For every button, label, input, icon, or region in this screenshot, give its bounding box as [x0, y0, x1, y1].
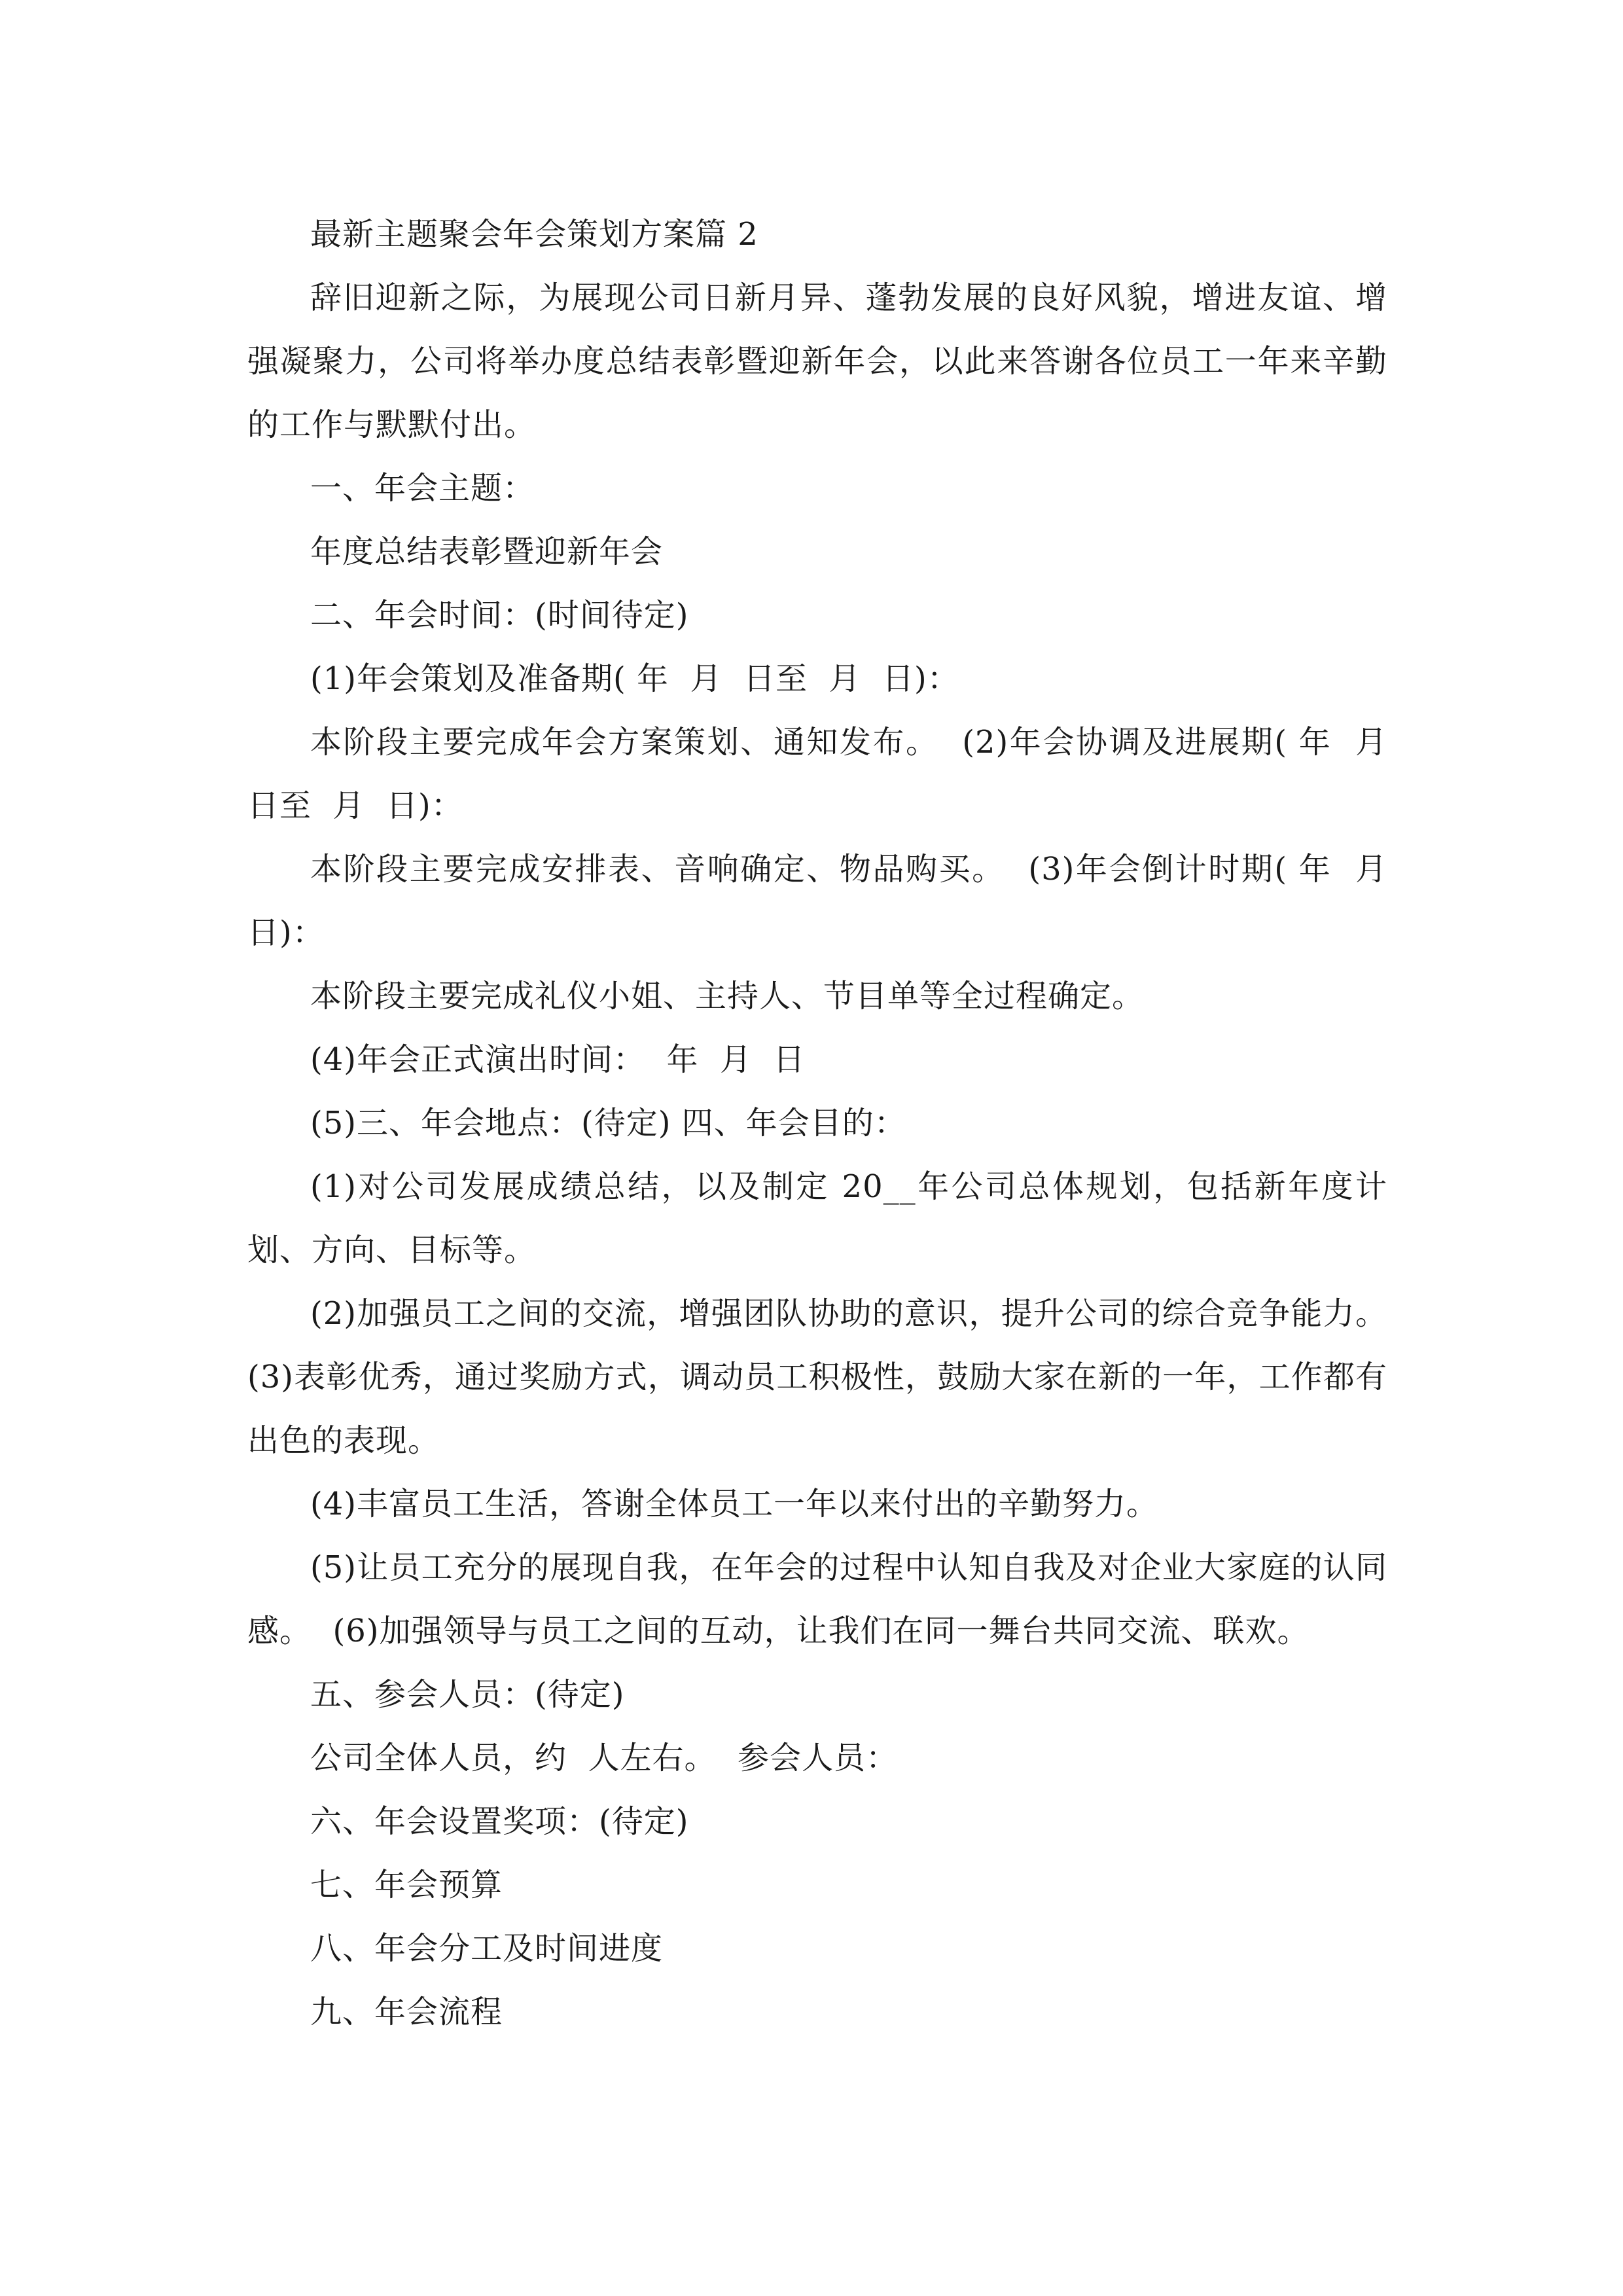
paragraph-purpose-2-3: (2)加强员工之间的交流，增强团队协助的意识，提升公司的综合竞争能力。(3)表彰优秀，通过奖励方式，调动员工积极性，鼓励大家在新的一年，工作都有出色的表现。 — [247, 1295, 1387, 1459]
paragraph-phase-3: 本阶段主要完成安排表、音响确定、物品购买。 (3)年会倒计时期( 年 月 日)： — [247, 851, 1409, 951]
heading-attendees: 五、参会人员：(待定) — [310, 1676, 625, 1713]
document-body — [247, 203, 1409, 2044]
paragraph-show-time: (4)年会正式演出时间： 年 月 日 — [310, 1041, 806, 1078]
paragraph-purpose-1: (1)对公司发展成绩总结，以及制定 20__年公司总体规划，包括新年度计划、方向、目标等。 — [247, 1168, 1387, 1268]
paragraph-purpose-5-6: (5)让员工充分的展现自我，在年会的过程中认知自我及对企业大家庭的认同感。 (6)加强领导与员工之间的互动，让我们在同一舞台共同交流、联欢。 — [247, 1549, 1387, 1649]
heading-process: 九、年会流程 — [310, 1994, 503, 2030]
heading-budget: 七、年会预算 — [310, 1867, 503, 1903]
paragraph-purpose-4: (4)丰富员工生活，答谢全体员工一年以来付出的辛勤努力。 — [310, 1486, 1158, 1522]
paragraph-intro: 辞旧迎新之际，为展现公司日新月异、蓬勃发展的良好风貌，增进友谊、增强凝聚力，公司将举办度总结表彰暨迎新年会，以此来答谢各位员工一年来辛勤的工作与默默付出。 — [247, 279, 1387, 443]
heading-theme: 一、年会主题： — [310, 470, 535, 507]
paragraph-phase-1: (1)年会策划及准备期( 年 月 日至 月 日)： — [310, 660, 959, 697]
paragraph-phase-2: 本阶段主要完成年会方案策划、通知发布。 (2)年会协调及进展期( 年 月 日至 月 日)： — [247, 724, 1409, 824]
paragraph-theme: 年度总结表彰暨迎新年会 — [310, 533, 664, 570]
document-title: 最新主题聚会年会策划方案篇 2 — [310, 216, 758, 253]
heading-location-purpose: (5)三、年会地点：(待定) 四、年会目的： — [310, 1105, 906, 1141]
heading-awards: 六、年会设置奖项：(待定) — [310, 1803, 689, 1840]
paragraph-attendees: 公司全体人员，约 人左右。 参会人员： — [310, 1740, 899, 1776]
heading-division: 八、年会分工及时间进度 — [310, 1930, 664, 1967]
heading-time: 二、年会时间：(时间待定) — [310, 597, 689, 634]
paragraph-phase-3-detail: 本阶段主要完成礼仪小姐、主持人、节目单等全过程确定。 — [310, 978, 1145, 1014]
